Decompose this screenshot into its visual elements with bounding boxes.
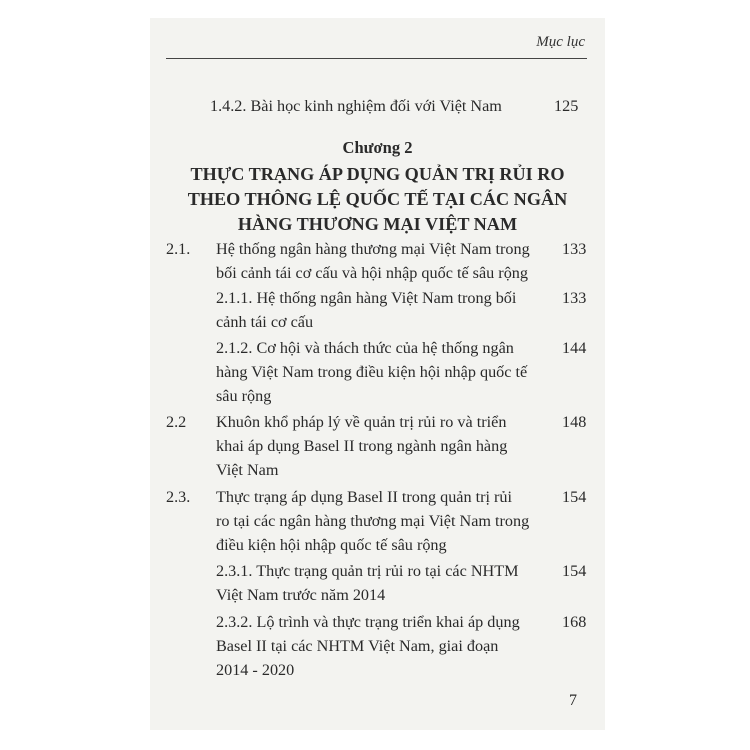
toc-entry-line: sâu rộng [216,387,272,405]
toc-entry-number: 2.1.1. [216,289,253,307]
toc-entry-page: 133 [562,240,587,258]
toc-entry-line: điều kiện hội nhập quốc tế sâu rộng [216,536,447,554]
toc-entry-line: Khuôn khổ pháp lý về quản trị rủi ro và triển [216,413,507,431]
toc-entry-line: cảnh tái cơ cấu [216,313,314,331]
toc-entry-line: Hệ thống ngân hàng thương mại Việt Nam trong [216,240,530,258]
toc-entry-number: 1.4.2. [210,97,247,115]
chapter-title-line: HÀNG THƯƠNG MẠI VIỆT NAM [237,214,518,234]
chapter-title-line: THỰC TRẠNG ÁP DỤNG QUẢN TRỊ RỦI RO [190,164,565,184]
header-rule [166,58,587,59]
toc-entry-line [216,559,518,583]
toc-entry-line: Việt Nam [216,461,279,479]
toc-entry-number: 2.3. [166,488,191,506]
toc-entry-page: 148 [562,413,587,431]
toc-entry-line: Thực trạng áp dụng Basel II trong quản trị rủi [216,488,513,506]
toc-entry-number: 2.3.1. [216,562,253,580]
toc-entry-line: bối cảnh tái cơ cấu và hội nhập quốc tế sâu rộng [216,264,528,282]
toc-entry-line [216,610,520,634]
toc-entry-page: 154 [562,562,587,580]
running-header: Mục lục [536,34,585,50]
toc-entry-line: hàng Việt Nam trong điều kiện hội nhập quốc tế [216,363,528,381]
chapter-title [150,162,605,237]
toc-entry-line [216,336,514,360]
toc-entry-line: ro tại các ngân hàng thương mại Việt Nam trong [216,512,530,530]
toc-entry-title: Bài học kinh nghiệm đối với Việt Nam [250,97,502,115]
toc-entry-title: Thực trạng quản trị rủi ro tại các NHTM [256,562,519,580]
toc-entry-title: Lộ trình và thực trạng triển khai áp dụng [256,613,520,631]
toc-entry-page: 133 [562,289,587,307]
chapter-label: Chương 2 [342,138,413,157]
toc-entry-number: 2.2 [166,413,187,431]
toc-entry-line: khai áp dụng Basel II trong ngành ngân hàng [216,437,508,455]
toc-entry-line: Basel II tại các NHTM Việt Nam, giai đoạn [216,637,499,655]
toc-entry-page: 154 [562,488,587,506]
toc-entry-line: Việt Nam trước năm 2014 [216,586,386,604]
toc-entry-page: 168 [562,613,587,631]
toc-entry-page: 125 [554,97,579,115]
toc-entry-number: 2.3.2. [216,613,253,631]
chapter-title-line: THEO THÔNG LỆ QUỐC TẾ TẠI CÁC NGÂN [187,189,568,209]
toc-entry-number: 2.1.2. [216,339,253,357]
toc-entry-line: 2014 - 2020 [216,661,295,679]
toc-entry-line [210,94,502,118]
toc-entry-number: 2.1. [166,240,191,258]
toc-entry-line [216,286,516,310]
toc-entry-title: Hệ thống ngân hàng Việt Nam trong bối [256,289,517,307]
book-page [150,18,605,730]
page-number: 7 [569,692,577,709]
toc-entry-title: Cơ hội và thách thức của hệ thống ngân [256,339,514,357]
toc-entry-page: 144 [562,339,587,357]
